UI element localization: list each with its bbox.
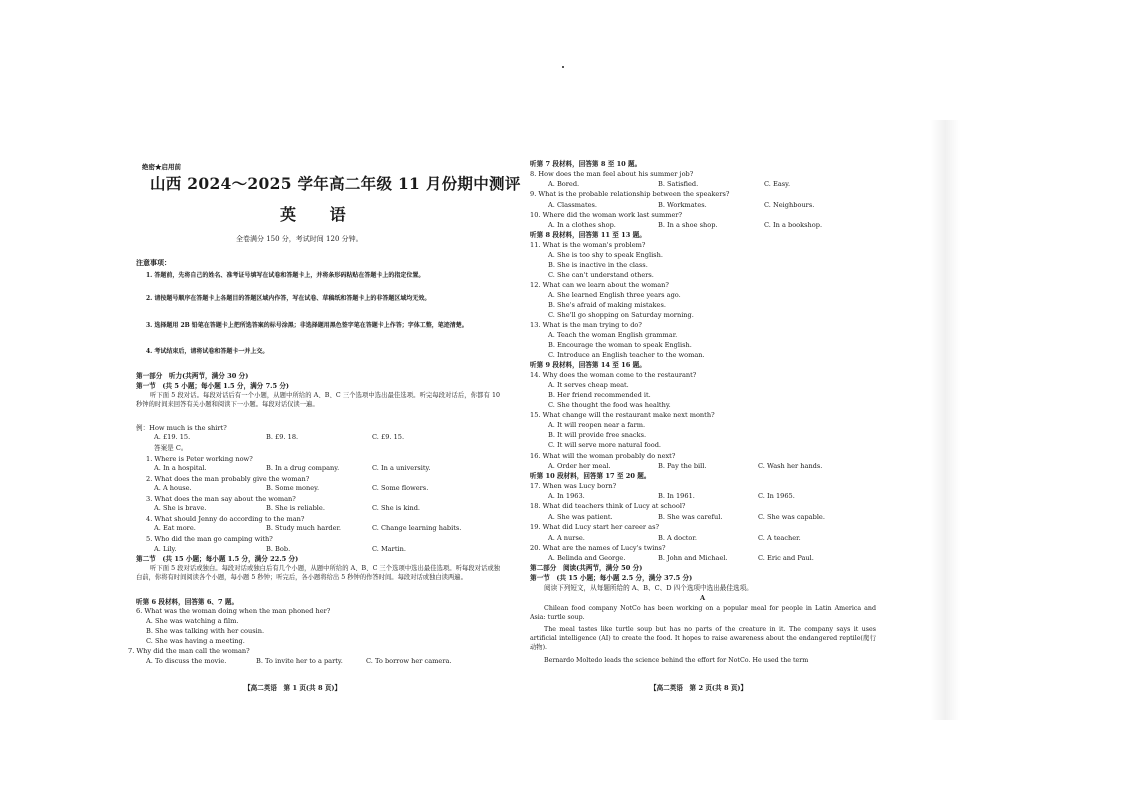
option: B. A doctor.	[658, 534, 697, 542]
question-13: 13. What is the man trying to do?	[530, 321, 642, 329]
exam-title: 山西 2024～2025 学年高二年级 11 月份期中测评	[150, 174, 521, 193]
option: B. Study much harder.	[266, 524, 342, 532]
option: A. Bored.	[548, 180, 580, 188]
reading-section1-heading: 第一节 (共 15 小题；每小题 2.5 分，满分 37.5 分)	[530, 574, 693, 582]
option: B. John and Michael.	[658, 554, 728, 562]
option: A. She was watching a film.	[146, 617, 239, 625]
option: B. In 1961.	[658, 492, 695, 500]
section1-instructions: 听下面 5 段对话。每段对话后有一个小题，从题中所给的 A、B、C 三个选项中选出最佳选项。听完每段对话后，你都有 10 秒钟的时间来回答有关小题和阅读下一小题。每段对话仅读一遍。	[136, 392, 500, 409]
option: C. She thought the food was healthy.	[548, 401, 671, 409]
option: C. She can't understand others.	[548, 271, 654, 279]
part2-heading: 第二部分 阅读(共两节，满分 50 分)	[530, 564, 643, 572]
option: C. In a university.	[372, 464, 431, 472]
option: B. She was careful.	[658, 513, 723, 521]
option: A. In 1963.	[548, 492, 585, 500]
option: C. She is kind.	[372, 504, 421, 512]
question-15: 15. What change will the restaurant make next month?	[530, 411, 715, 419]
question-10: 10. Where did the woman work last summer?	[530, 211, 683, 219]
passage-letter: A	[700, 594, 706, 602]
question-17: 17. When was Lucy born?	[530, 482, 617, 490]
exam-page-2	[530, 160, 880, 700]
option: A. She is brave.	[154, 504, 207, 512]
option: B. She was talking with her cousin.	[146, 627, 265, 635]
option: B. Encourage the woman to speak English.	[548, 341, 692, 349]
example-option: C. £9. 15.	[372, 433, 405, 441]
option: C. She was capable.	[758, 513, 825, 521]
question-7: 7. Why did the man call the woman?	[128, 647, 250, 655]
option: A. She was patient.	[548, 513, 613, 521]
secret-label: 绝密★启用前	[142, 163, 181, 171]
question-2: 2. What does the man probably give the woman?	[146, 475, 310, 483]
option: C. Neighbours.	[764, 201, 815, 209]
option: A. She is too shy to speak English.	[548, 251, 663, 259]
option: B. Pay the bill.	[658, 462, 707, 470]
option: A. She learned English three years ago.	[548, 291, 681, 299]
question-14: 14. Why does the woman come to the restaurant?	[530, 371, 697, 379]
option: C. Easy.	[764, 180, 791, 188]
exam-page-1	[128, 160, 521, 700]
question-9: 9. What is the probable relationship between the speakers?	[530, 190, 730, 198]
option: B. She is reliable.	[266, 504, 325, 512]
option: C. She was having a meeting.	[146, 637, 245, 645]
question-16: 16. What will the woman probably do next?	[530, 452, 676, 460]
section2-instructions: 听下面 5 段对话或独白。每段对话或独白后有几个小题，从题中所给的 A、B、C 三个选项中选出最佳选项。听每段对话或独白前，你将有时间阅读各个小题，每小题 5 秒钟；听完后，各小题将给出 5 秒钟的作答时间。每段对话或独白读两遍。	[136, 565, 500, 582]
example-answer: 答案是 C。	[154, 444, 188, 452]
option: C. She'll go shopping on Saturday morning.	[548, 311, 694, 319]
scan-speck	[562, 66, 564, 68]
option: B. It will provide free snacks.	[548, 431, 647, 439]
option: C. Martin.	[372, 545, 406, 553]
example-option: A. £19. 15.	[154, 433, 191, 441]
notice-item: 4. 考试结束后，请将试卷和答题卡一并上交。	[146, 348, 269, 355]
option: A. Eat more.	[154, 524, 196, 532]
passage-paragraph: The meal tastes like turtle soup but has no parts of the creature in it. The company says it uses artificial intelligence (AI) to create the food. It hopes to raise awareness about the endangered reptile(爬行动物).	[530, 626, 876, 652]
option: A. It serves cheap meat.	[548, 381, 629, 389]
option: C. Some flowers.	[372, 484, 429, 492]
section1-heading: 第一节 (共 5 小题；每小题 1.5 分，满分 7.5 分)	[136, 382, 290, 390]
option: B. Her friend recommended it.	[548, 391, 651, 399]
notice-item: 1. 答题前，先将自己的姓名、准考证号填写在试卷和答题卡上，并将条形码粘贴在答题卡上的指定位置。	[146, 272, 425, 279]
score-info: 全卷满分 150 分，考试时间 120 分钟。	[236, 235, 363, 243]
material-9-heading: 听第 9 段材料，回答第 14 至 16 题。	[530, 361, 646, 369]
option: C. A teacher.	[758, 534, 801, 542]
example-option: B. £9. 18.	[266, 433, 299, 441]
question-12: 12. What can we learn about the woman?	[530, 281, 669, 289]
option: B. In a shoe shop.	[658, 221, 718, 229]
question-4: 4. What should Jenny do according to the man?	[146, 515, 305, 523]
question-20: 20. What are the names of Lucy's twins?	[530, 544, 666, 552]
option: A. In a clothes shop.	[548, 221, 616, 229]
option: A. A house.	[154, 484, 192, 492]
example-question: 例：How much is the shirt?	[136, 424, 227, 432]
option: A. Belinda and George.	[548, 554, 626, 562]
option: A. To discuss the movie.	[146, 657, 227, 665]
option: B. She is inactive in the class.	[548, 261, 648, 269]
section2-heading: 第二节 (共 15 小题；每小题 1.5 分，满分 22.5 分)	[136, 555, 299, 563]
option: A. A nurse.	[548, 534, 585, 542]
option: C. Wash her hands.	[758, 462, 823, 470]
option: C. Introduce an English teacher to the woman.	[548, 351, 705, 359]
question-19: 19. What did Lucy start her career as?	[530, 523, 660, 531]
question-6: 6. What was the woman doing when the man phoned her?	[136, 607, 331, 615]
option: B. In a drug company.	[266, 464, 340, 472]
option: B. She's afraid of making mistakes.	[548, 301, 666, 309]
notice-heading: 注意事项：	[136, 258, 171, 267]
subject-title: 英 语	[280, 205, 360, 224]
question-5: 5. Who did the man go camping with?	[146, 535, 273, 543]
option: C. It will serve more natural food.	[548, 441, 662, 449]
question-18: 18. What did teachers think of Lucy at school?	[530, 502, 686, 510]
material-10-heading: 听第 10 段材料，回答第 17 至 20 题。	[530, 472, 651, 480]
passage-paragraph: Bernardo Moltedo leads the science behind the effort for NotCo. He used the term	[544, 657, 809, 664]
page-footer: 【高二英语 第 1 页(共 8 页)】	[244, 684, 342, 692]
option: B. Bob.	[266, 545, 291, 553]
question-3: 3. What does the man say about the woman?	[146, 495, 296, 503]
option: C. Eric and Paul.	[758, 554, 814, 562]
material-7-heading: 听第 7 段材料，回答第 8 至 10 题。	[530, 160, 642, 168]
question-8: 8. How does the man feel about his summer job?	[530, 170, 694, 178]
option: B. Some money.	[266, 484, 320, 492]
option: B. To invite her to a party.	[256, 657, 343, 665]
option: A. It will reopen near a farm.	[548, 421, 646, 429]
material-6-heading: 听第 6 段材料，回答第 6、7 题。	[136, 598, 239, 606]
page-footer: 【高二英语 第 2 页(共 8 页)】	[650, 684, 748, 692]
option: C. In a bookshop.	[764, 221, 823, 229]
option: A. Lily.	[154, 545, 177, 553]
question-11: 11. What is the woman's problem?	[530, 241, 646, 249]
question-1: 1. Where is Peter working now?	[146, 455, 253, 463]
option: C. To borrow her camera.	[366, 657, 452, 665]
option: C. In 1965.	[758, 492, 795, 500]
option: B. Workmates.	[658, 201, 707, 209]
reading-instructions: 阅读下列短文，从每题所给的 A、B、C、D 四个选项中选出最佳选项。	[544, 584, 753, 592]
option: B. Satisfied.	[658, 180, 699, 188]
material-8-heading: 听第 8 段材料，回答第 11 至 13 题。	[530, 231, 646, 239]
option: A. Classmates.	[548, 201, 598, 209]
scan-shadow	[930, 120, 960, 720]
option: C. Change learning habits.	[372, 524, 462, 532]
notice-item: 2. 请按题号顺序在答题卡上各题目的答题区域内作答，写在试卷、草稿纸和答题卡上的非答题区域均无效。	[146, 295, 431, 302]
part1-heading: 第一部分 听力(共两节，满分 30 分)	[136, 372, 249, 380]
passage-paragraph: Chilean food company NotCo has been working on a popular meal for people in Latin America and Asia: turtle soup.	[530, 605, 876, 622]
option: A. Order her meal.	[548, 462, 611, 470]
option: A. In a hospital.	[154, 464, 207, 472]
option: A. Teach the woman English grammar.	[548, 331, 678, 339]
notice-item: 3. 选择题用 2B 铅笔在答题卡上把所选答案的标号涂黑；非选择题用黑色签字笔在答题卡上作答；字体工整，笔迹清楚。	[146, 322, 468, 329]
